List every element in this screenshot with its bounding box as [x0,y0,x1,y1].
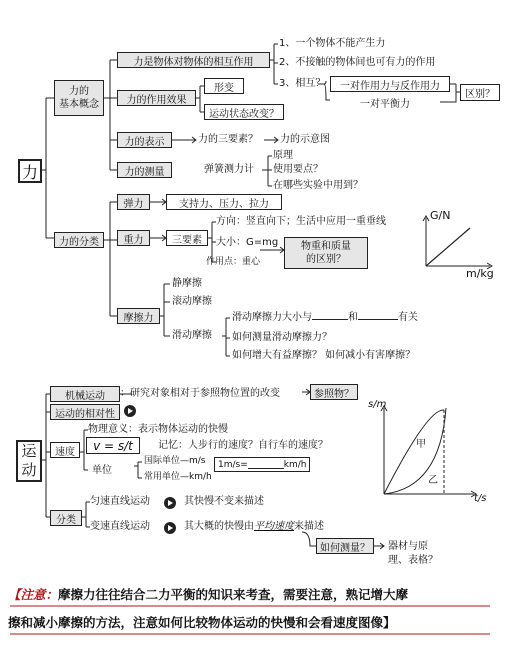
graph-x-label: m/kg [466,267,494,280]
arrow-circle-icon [124,405,136,417]
variable-desc-post: 来描述 [294,521,324,532]
graph-y-label: G/N [430,209,451,222]
how-measure-node: 如何测量？ [316,538,374,554]
si-unit: 国际单位—m/s [144,456,206,466]
scale-point-3: 在哪些实验中用到？ [273,180,363,191]
classification-node: 力的分类 [54,232,104,248]
mutual-point-1: 1、一个物体不能产生力 [279,38,386,49]
st-graph-y-label: s/m [368,399,387,410]
arrow-circle-icon [164,522,176,534]
reference-question-node: 参照物？ [310,384,358,400]
note-label: 【注意： [8,587,59,602]
sliding-related-text: 有关 [398,312,418,323]
unit-conversion-box [214,457,310,472]
representation-node: 力的表示 [117,132,172,148]
force-root: 力 [18,159,42,183]
three-elements-question: 力的三要素？ [198,134,258,145]
interaction-pair-node: 一对作用力与反作用力 [330,76,450,92]
motion-root: 运 动 [16,440,42,482]
basic-concept-node: 力的 基本概念 [54,80,104,116]
scale-point-1: 原理 [273,150,293,161]
conversion-right: km/h [283,459,307,470]
variable-description [184,522,324,532]
mutual-action-node: 力是物体对物体的相互作用 [117,52,270,68]
physical-meaning: 物理意义：表示物体运动的快慢 [88,424,228,435]
equipment-label: 器材与原 理、表格？ [388,541,438,566]
unit-label: 单位 [92,465,112,476]
st-graph-x-label: t/s [474,493,487,504]
note-text-1: 摩擦力往往结合二力平衡的知识来考查，需要注意，熟记增大摩 [58,587,409,602]
mechanical-motion-node: 机械运动 [50,386,120,402]
sliding-and-text: 和 [348,312,358,323]
curve-b-label: 乙 [428,475,438,486]
variable-desc-key: 平均速度 [254,521,294,532]
force-diagram-label: 力的示意图 [280,134,330,145]
mutual-point-2: 2、不接触的物体间也可有力的作用 [279,57,436,68]
note-line-1 [8,580,500,609]
elastic-examples-node: 支持力、压力、拉力 [166,194,282,210]
sliding-q1-text: 滑动摩擦力大小与 [232,312,312,323]
three-elements-node: 三要素 [166,230,208,246]
gravity-magnitude: 大小：G=mg [216,237,279,248]
scale-point-2: 使用要点？ [273,164,323,175]
motion-classification-node: 分类 [50,510,82,526]
spring-scale-label: 弹簧测力计 [204,164,254,175]
gravity-point: 作用点：重心 [206,257,261,267]
curve-a-label: 甲 [416,439,426,450]
static-friction-label: 静摩擦 [172,278,202,289]
gravity-direction: 方向：竖直向下；生活中应用一重垂线 [216,216,386,227]
difference-node: 区别？ [460,84,500,101]
speed-node: 速度 [50,442,80,458]
friction-node: 摩擦力 [117,308,160,324]
sliding-question-2: 如何测量滑动摩擦力？ [232,332,332,343]
relativity-node: 运动的相对性 [50,404,120,420]
arrow-circle-icon [164,497,176,509]
note-line-2: 擦和减小摩擦的方法，注意如何比较物体运动的快慢和会看速度图像】 [8,615,396,630]
sliding-question-1 [232,313,418,323]
variable-motion: 变速直线运动 [90,521,150,532]
mass-weight-node: 物重和质量 的区别？ [284,237,368,269]
speed-formula: v = s/t [86,437,140,454]
mutual-point-3: 3、相互？ [279,78,326,89]
deform-node: 形变 [204,78,244,94]
speed-memory: 记忆：人步行的速度？自行车的速度？ [158,440,328,451]
balance-pair-node: 一对平衡力 [330,94,440,110]
conversion-left: 1m/s= [218,459,248,470]
distance-time-graph [370,398,498,502]
effect-node: 力的作用效果 [117,90,196,106]
elastic-node: 弹力 [117,194,150,210]
rolling-friction-label: 滚动摩擦 [172,296,212,307]
sliding-friction-label: 滑动摩擦 [172,330,212,341]
mechanical-definition: ：研究对象相对于参照物位置的改变 [120,388,280,399]
uniform-motion: 匀速直线运动 [90,496,150,507]
sliding-question-3: 如何增大有益摩擦？ 如何减小有害摩擦？ [232,350,416,361]
measurement-node: 力的测量 [117,162,172,178]
variable-desc-pre: 其大概的快慢由 [184,521,254,532]
motion-change-node: 运动状态改变？ [204,104,284,120]
common-unit: 常用单位—km/h [144,472,212,482]
uniform-description: 其快慢不变来描述 [184,496,264,507]
gravity-node: 重力 [117,230,150,246]
